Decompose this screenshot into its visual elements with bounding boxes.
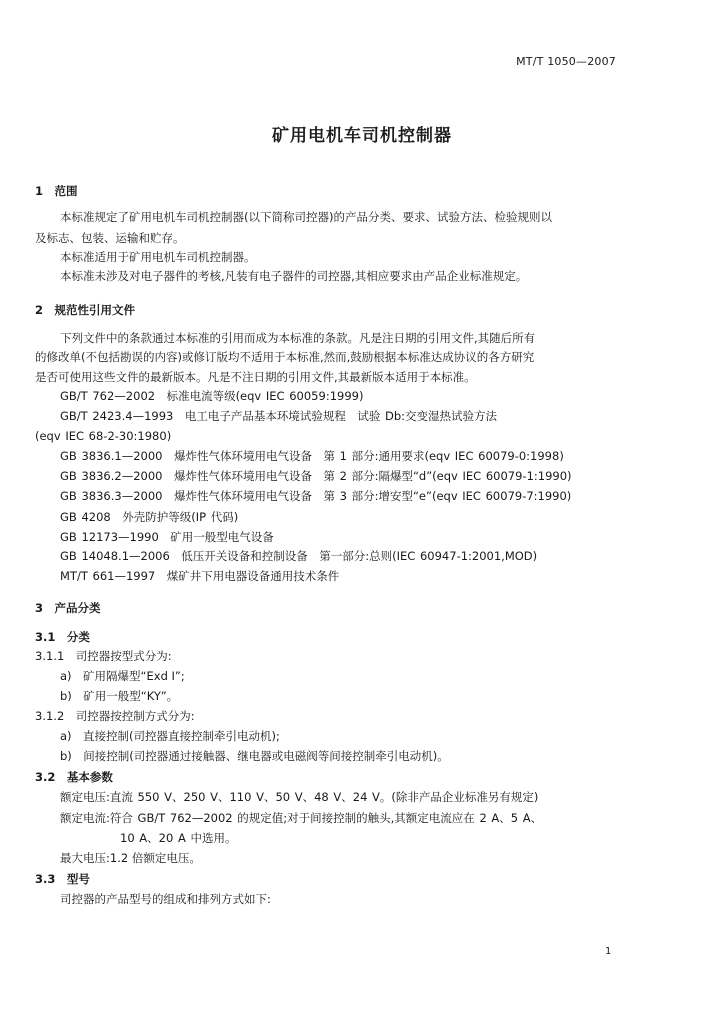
list-item: b) 间接控制(司控器通过接触器、继电器或电磁阀等间接控制牵引电动机)。 bbox=[60, 749, 449, 763]
reference-item: GB 12173—1990 矿用一般型电气设备 bbox=[60, 530, 274, 544]
rated-current: 额定电流:符合 GB/T 762—2002 的规定值;对于间接控制的触头,其额定电流应在 2 A、5 A、 bbox=[60, 811, 543, 825]
clause-3-1-2: 3.1.2 司控器按控制方式分为: bbox=[35, 709, 195, 723]
reference-item: (eqv IEC 68-2-30:1980) bbox=[35, 429, 172, 443]
list-item: b) 矿用一般型“KY”。 bbox=[60, 689, 179, 703]
section-1-paragraph: 本标准未涉及对电子器件的考核,凡装有电子器件的司控器,其相应要求由产品企业标准规定。 bbox=[60, 269, 528, 283]
subsection-3-3-heading: 3.3 型号 bbox=[35, 872, 90, 886]
reference-item: GB 3836.3—2000 爆炸性气体环境用电气设备 第 3 部分:增安型“e”(eqv IEC 60079-7:1990) bbox=[60, 489, 572, 503]
reference-item: GB 4208 外壳防护等级(IP 代码) bbox=[60, 510, 239, 524]
subsection-3-1-heading: 3.1 分类 bbox=[35, 630, 90, 644]
model-description: 司控器的产品型号的组成和排列方式如下: bbox=[60, 892, 271, 906]
section-1-paragraph: 本标准规定了矿用电机车司机控制器(以下简称司控器)的产品分类、要求、试验方法、检验规则以 bbox=[60, 210, 552, 224]
reference-item: GB/T 2423.4—1993 电工电子产品基本环境试验规程 试验 Db:交变湿热试验方法 bbox=[60, 409, 498, 423]
section-3-heading: 3 产品分类 bbox=[35, 601, 101, 615]
section-1-heading: 1 范围 bbox=[35, 184, 78, 198]
reference-item: GB/T 762—2002 标准电流等级(eqv IEC 60059:1999) bbox=[60, 389, 364, 403]
reference-item: GB 3836.1—2000 爆炸性气体环境用电气设备 第 1 部分:通用要求(eqv IEC 60079-0:1998) bbox=[60, 449, 564, 463]
page-number: 1 bbox=[605, 946, 612, 957]
section-1-paragraph: 及标志、包装、运输和贮存。 bbox=[35, 231, 185, 245]
section-2-intro: 下列文件中的条款通过本标准的引用而成为本标准的条款。凡是注日期的引用文件,其随后所有 bbox=[60, 331, 536, 345]
section-2-intro: 是否可使用这些文件的最新版本。凡是不注日期的引用文件,其最新版本适用于本标准。 bbox=[35, 370, 476, 384]
section-2-heading: 2 规范性引用文件 bbox=[35, 303, 136, 317]
page-title: 矿用电机车司机控制器 bbox=[272, 126, 452, 146]
rated-current: 10 A、20 A 中选用。 bbox=[120, 831, 237, 845]
clause-3-1-1: 3.1.1 司控器按型式分为: bbox=[35, 649, 172, 663]
reference-item: GB 14048.1—2006 低压开关设备和控制设备 第一部分:总则(IEC 60947-1:2001,MOD) bbox=[60, 549, 538, 563]
list-item: a) 直接控制(司控器直接控制牵引电动机); bbox=[60, 729, 280, 743]
standard-code: MT/T 1050—2007 bbox=[516, 55, 616, 68]
max-voltage: 最大电压:1.2 倍额定电压。 bbox=[60, 851, 201, 865]
section-2-intro: 的修改单(不包括勘误的内容)或修订版均不适用于本标准,然而,鼓励根据本标准达成协议的各方研究 bbox=[35, 350, 535, 364]
section-1-paragraph: 本标准适用于矿用电机车司机控制器。 bbox=[60, 250, 256, 264]
reference-item: MT/T 661—1997 煤矿井下用电器设备通用技术条件 bbox=[60, 569, 340, 583]
list-item: a) 矿用隔爆型“Exd I”; bbox=[60, 669, 185, 683]
rated-voltage: 额定电压:直流 550 V、250 V、110 V、50 V、48 V、24 V。(除非产品企业标准另有规定) bbox=[60, 790, 539, 804]
reference-item: GB 3836.2—2000 爆炸性气体环境用电气设备 第 2 部分:隔爆型“d”(eqv IEC 60079-1:1990) bbox=[60, 469, 572, 483]
subsection-3-2-heading: 3.2 基本参数 bbox=[35, 770, 113, 784]
